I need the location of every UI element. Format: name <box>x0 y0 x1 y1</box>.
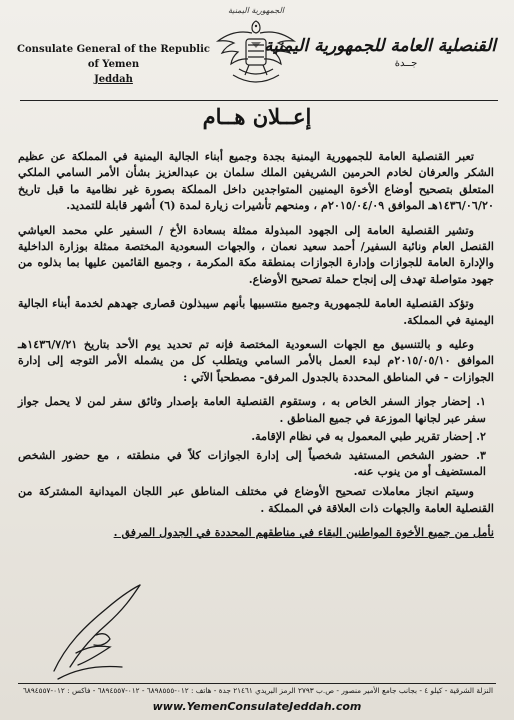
arabic-city-name: جــدة <box>394 58 418 69</box>
handwritten-signature <box>36 575 156 693</box>
closing-note: نأمل من جميع الأخوة المواطنين البقاء في مناطقهم المحددة في الجدول المرفق . <box>113 525 494 540</box>
requirements-list <box>18 393 494 479</box>
requirement-item: ٣. حضور الشخص المستفيد شخصياً إلى إدارة الجوازات كلاً في منطقته ، مع حضور الشخص المستضيف أو من ينوب عنه. <box>18 447 486 478</box>
footer-address: النزلة الشرقية - كيلو ٤ - بجانب جامع الأمير منصور - ص.ب ٢٧٩٣ الرمز البريدي ٢١٤٦١ جدة - هاتف : ٠١٢-٦٨٩٨٥٥٥ - ٠١٢-٦٨٩٤٥٥٧ - فاكس : ٠١٢-٦٨٩٤٥٥٧ <box>23 686 493 695</box>
header-divider <box>20 100 498 101</box>
requirement-item: ١. إحضار جواز السفر الخاص به ، وستقوم القنصلية العامة بإصدار وثائق سفر لمن لا يحمل جواز سفر عبر لجانها الموزعة في جميع المناطق . <box>18 394 486 425</box>
emblem-banner-text: الجمهورية اليمنية <box>227 6 284 15</box>
english-organization-name: Consulate General of the Republic of Yemen <box>17 44 210 70</box>
footer-divider <box>18 683 496 684</box>
english-letterhead <box>16 42 211 87</box>
paragraph-committees: وسيتم انجاز معاملات تصحيح الأوضاع في مختلف المناطق عبر اللجان الميدانية المشتركة من القنصلية العامة والجهات ذات العلاقة في المملكة . <box>18 484 494 515</box>
paragraph-efforts: وتشير القنصلية العامة إلى الجهود المبذولة ممثلة بسعادة الأخ / السفير علي محمد العياشي القنصل العام ونائبة السفير/ أحمد سعيد نعمان ، والجهات السعودية المختصة ممثلة بوزارة الداخلية والإدارة العامة للجوازات وإدارة الجوازات بمنطقة مكة المكرمة ، وجميع القائمين عليها بما بذلوه من جهود متواصلة تهدف إلى إنجاح حملة تصحيح الأوضاع. <box>18 222 494 286</box>
english-city-name: Jeddah <box>94 74 133 85</box>
requirement-item: ٢. إحضار تقرير طبي المعمول به في نظام الإقامة. <box>251 429 486 444</box>
announcement-title: إعــلان هــام <box>202 104 312 129</box>
announcement-body <box>18 148 494 549</box>
paragraph-commitment: وتؤكد القنصلية العامة للجمهورية وجميع منتسبيها بأنهم سيبذلون قصارى جهدهم لخدمة أبناء الجالية اليمنية في المملكة. <box>18 296 494 327</box>
footer-website: www.YemenConsulateJeddah.com <box>152 700 362 713</box>
paragraph-gratitude: تعبر القنصلية العامة للجمهورية اليمنية بجدة وجميع أبناء الجالية اليمنية في المملكة عن عظيم الشكر والعرفان لخادم الحرمين الشريفين الملك سلمان بن عبدالعزيز بشأن الأمر السامي الملكي المتعلق بتصحيح أوضاع الأخوة اليمنيين المتواجدين داخل المملكة بصورة غير نظامية ما قبل تاريخ ١٤٣٦/٠٦/٢٠هـ الموافق ٢٠١٥/٠٤/٠٩م ، ومنحهم تأشيرات زيارة لمدة (٦) أشهر قابلة للتمديد. <box>18 149 494 213</box>
arabic-organization-name: القنصلية العامة للجمهورية اليمنية <box>263 36 496 56</box>
paragraph-procedure: وعليه و بالتنسيق مع الجهات السعودية المختصة فإنه تم تحديد يوم الأحد بتاريخ ١٤٣٦/٧/٢١هـ الموافق ٢٠١٥/٠٥/١٠م لبدء العمل بالأمر السامي ويتطلب كل من يشمله الأمر التوجه إلى إدارة الجوازات - في المناطق المحددة بالجدول المرفق- مصطحباً الآتي : <box>18 337 494 384</box>
arabic-letterhead <box>263 36 496 69</box>
